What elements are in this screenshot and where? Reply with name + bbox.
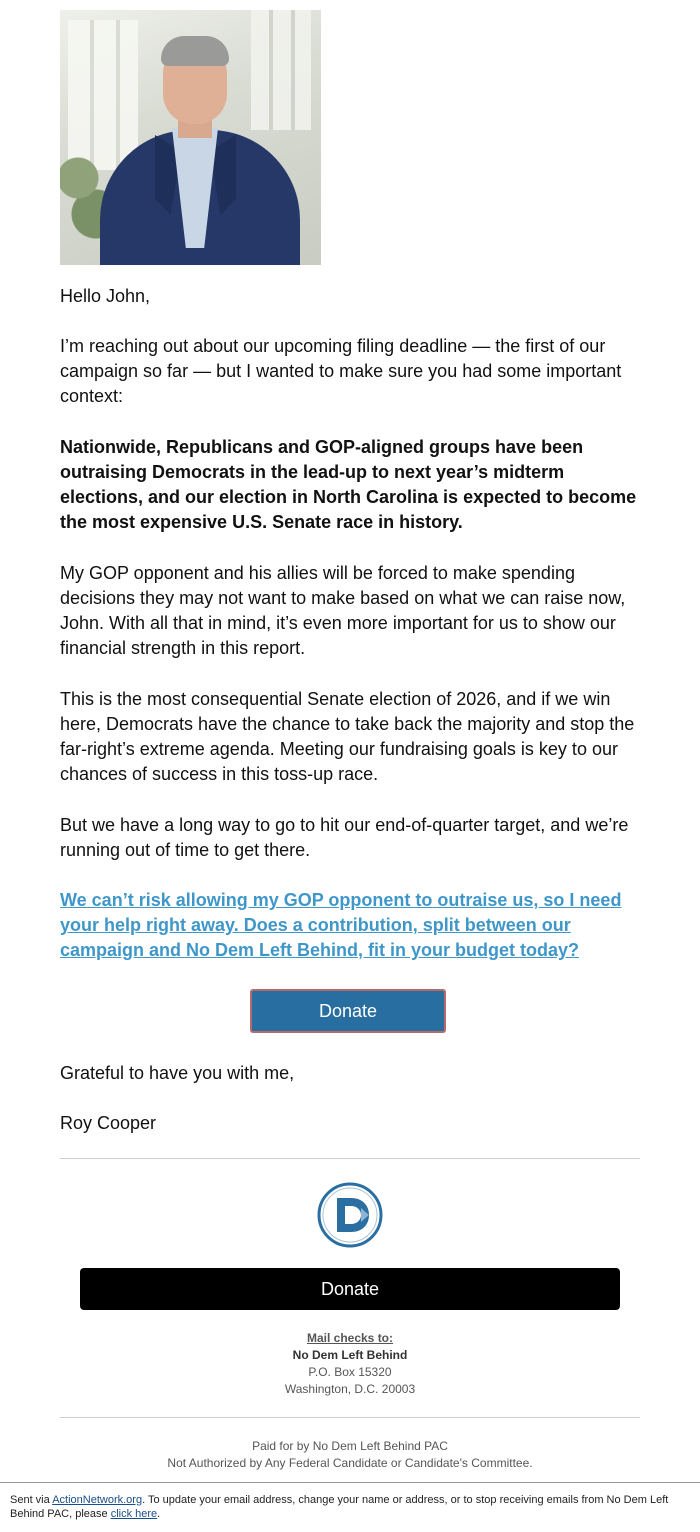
footer-end: . xyxy=(157,1508,161,1520)
closing: Grateful to have you with me, xyxy=(60,1063,295,1083)
greeting: Hello John, xyxy=(60,286,151,306)
unsubscribe-text: . To update your email address, change your name or address, or to stop receiving emails from No Dem Left Behind PAC, please xyxy=(10,1494,669,1520)
po-box: P.O. Box 15320 xyxy=(308,1365,392,1379)
cta-link[interactable]: We can’t risk allowing my GOP opponent to outraise us, so I need your help right away. Does a contribution, split between our campaign and No Dem Left Behind, fit in your budget today? xyxy=(60,890,622,960)
system-footer xyxy=(10,1493,690,1521)
mail-checks-block xyxy=(60,1330,640,1398)
footer-donate-button[interactable]: Donate xyxy=(80,1268,620,1310)
paragraph-long-way: But we have a long way to go to hit our end-of-quarter target, and we’re running out of time to get there. xyxy=(60,815,629,860)
paragraph-bold-nationwide: Nationwide, Republicans and GOP-aligned groups have been outraising Democrats in the lead-up to next year’s midterm elections, and our election in North Carolina is expected to become the most expensive U.S. Senate race in history. xyxy=(60,437,637,532)
footer-divider xyxy=(0,1482,700,1483)
sent-via-text: Sent via xyxy=(10,1494,53,1506)
click-here-link[interactable]: click here xyxy=(110,1508,158,1520)
paid-for-text: Paid for by No Dem Left Behind PAC xyxy=(252,1439,448,1453)
donate-button[interactable]: Donate xyxy=(250,989,446,1033)
candidate-photo xyxy=(60,10,321,265)
divider xyxy=(60,1417,640,1418)
paragraph-consequential: This is the most consequential Senate election of 2026, and if we win here, Democrats have the chance to take back the majority and stop the far-right’s extreme agenda. Meeting our fundraising goals is key to our chances of success in this toss-up race. xyxy=(60,689,635,784)
email-body xyxy=(60,10,640,1470)
mail-heading: Mail checks to: xyxy=(306,1331,394,1345)
not-authorized-text: Not Authorized by Any Federal Candidate or Candidate's Committee. xyxy=(167,1456,533,1470)
signature: Roy Cooper xyxy=(60,1113,157,1133)
paragraph-gop-opponent: My GOP opponent and his allies will be forced to make spending decisions they may not want to make based on what we can raise now, John. With all that in mind, it’s even more important for us to show our financial strength in this report. xyxy=(60,563,626,658)
cta-paragraph xyxy=(60,888,640,963)
actionnetwork-link[interactable]: ActionNetwork.org xyxy=(52,1494,143,1506)
no-dem-left-behind-logo xyxy=(317,1182,383,1248)
divider xyxy=(60,1158,640,1159)
disclaimer xyxy=(60,1438,640,1472)
paragraph-filing-deadline: I’m reaching out about our upcoming filing deadline — the first of our campaign so far — but I wanted to make sure you had some important context: xyxy=(60,336,622,406)
city-address: Washington, D.C. 20003 xyxy=(284,1382,416,1396)
org-name: No Dem Left Behind xyxy=(292,1348,408,1362)
